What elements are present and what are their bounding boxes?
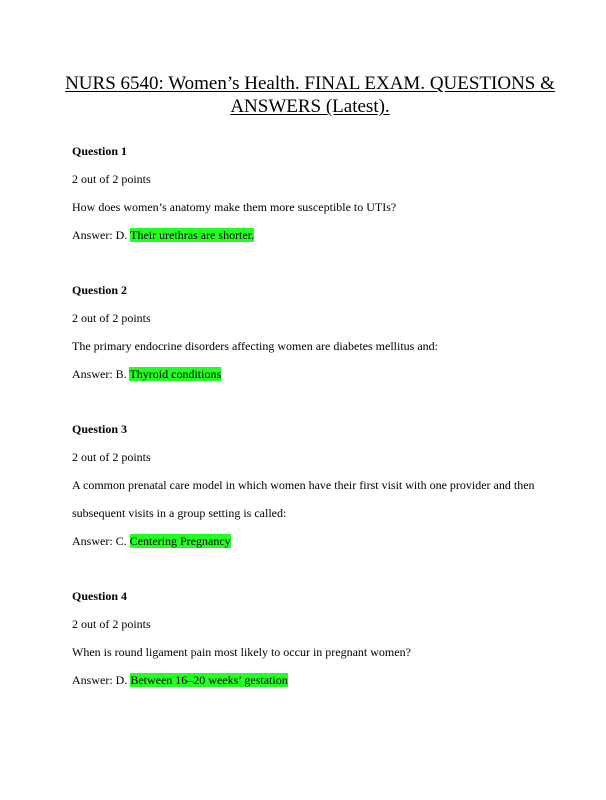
question-4-answer-prefix: Answer: D. [72, 673, 131, 687]
question-2-text: The primary endocrine disorders affecting women are diabetes mellitus and: [72, 339, 438, 353]
question-2-answer-highlight: Thyroid conditions [129, 367, 222, 381]
question-1-answer [72, 227, 254, 243]
question-4-points: 2 out of 2 points [72, 617, 151, 631]
question-4-answer [72, 672, 288, 688]
question-2-answer-prefix: Answer: B. [72, 367, 130, 381]
question-3-answer-prefix: Answer: C. [72, 534, 130, 548]
question-3-points: 2 out of 2 points [72, 450, 151, 464]
question-1-text: How does women’s anatomy make them more susceptible to UTIs? [72, 200, 397, 214]
question-3-answer [72, 533, 231, 549]
question-1-answer-prefix: Answer: D. [72, 228, 131, 242]
question-1-heading: Question 1 [72, 144, 128, 158]
question-2-heading: Question 2 [72, 283, 128, 297]
question-1-answer-highlight: Their urethras are shorter. [130, 228, 255, 242]
question-1-points: 2 out of 2 points [72, 172, 151, 186]
question-3-heading: Question 3 [72, 422, 128, 436]
question-4-heading: Question 4 [72, 589, 128, 603]
question-3-text-line-1: A common prenatal care model in which women have their first visit with one provider and then [72, 478, 535, 492]
question-2-answer [72, 366, 221, 382]
question-3-text-line-2: subsequent visits in a group setting is called: [72, 506, 287, 520]
question-3-answer-highlight: Centering Pregnancy [129, 534, 231, 548]
question-2-points: 2 out of 2 points [72, 311, 151, 325]
question-4-answer-highlight: Between 16–20 weeks’ gestation [130, 673, 288, 687]
question-4-text: When is round ligament pain most likely to occur in pregnant women? [72, 645, 411, 659]
title-line-2: ANSWERS (Latest). [230, 96, 390, 117]
document-title [40, 72, 580, 118]
title-line-1: NURS 6540: Women’s Health. FINAL EXAM. QUESTIONS & [65, 73, 555, 94]
